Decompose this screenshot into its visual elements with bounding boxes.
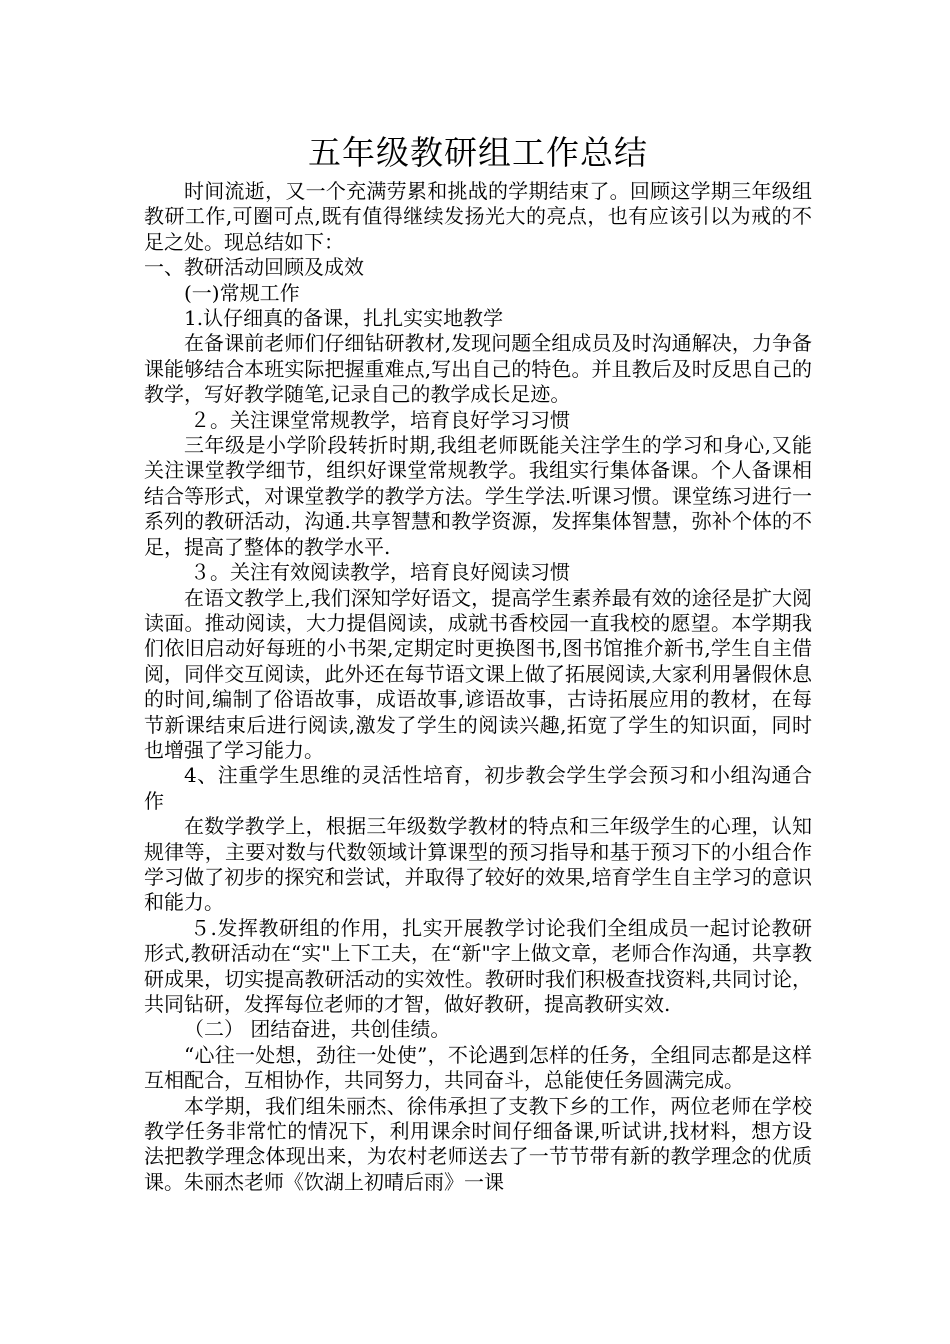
body-paragraph: 在备课前老师们仔细钻研教材,发现问题全组成员及时沟通解决，力争备课能够结合本班实际把握重难点,写出自己的特色。并且教后及时反思自己的教学，写好教学随笔,记录自己的教学成长足迹。 bbox=[144, 331, 812, 407]
item-paragraph-5: ５.发挥教研组的作用，扎实开展教学讨论我们全组成员一起讨论教研形式,教研活动在“实"上下工夫，在“新"字上做文章，老师合作沟通，共享教研成果，切实提高教研活动的实效性。教研时我们积极查找资料,共同讨论，共同钻研，发挥每位老师的才智，做好教研，提高教研实效. bbox=[144, 915, 812, 1016]
item-heading-3: ３。关注有效阅读教学，培育良好阅读习惯 bbox=[190, 560, 570, 585]
body-paragraph: 三年级是小学阶段转折时期,我组老师既能关注学生的学习和身心,又能关注课堂教学细节，组织好课堂常规教学。我组实行集体备课。个人备课相结合等形式，对课堂教学的教学方法。学生学法.听课习惯。课堂练习进行一系列的教研活动，沟通.共享智慧和教学资源，发挥集体智慧，弥补个体的不足，提高了整体的教学水平. bbox=[144, 433, 812, 559]
subsection-heading-routine: (一)常规工作 bbox=[184, 280, 300, 305]
body-paragraph: 本学期，我们组朱丽杰、徐伟承担了支教下乡的工作，两位老师在学校教学任务非常忙的情况下，利用课余时间仔细备课,听试讲,找材料，想方设法把教学理念体现出来，为农村老师送去了一节节带有新的教学理念的优质课。朱丽杰老师《饮湖上初晴后雨》一课 bbox=[144, 1093, 812, 1194]
subsection-heading-teamwork: （二） 团结奋进，共创佳绩。 bbox=[184, 1017, 451, 1042]
item-heading-4: 4、注重学生思维的灵活性培育，初步教会学生学会预习和小组沟通合作 bbox=[144, 763, 812, 813]
intro-paragraph: 时间流逝，又一个充满劳累和挑战的学期结束了。回顾这学期三年级组教研工作,可圈可点,既有值得继续发扬光大的亮点，也有应该引以为戒的不足之处。现总结如下： bbox=[144, 179, 812, 254]
document-page bbox=[144, 127, 812, 1195]
section-heading-1: 一、教研活动回顾及成效 bbox=[144, 255, 364, 280]
document-title: 五年级教研组工作总结 bbox=[308, 133, 648, 172]
body-paragraph: 在数学教学上，根据三年级数学教材的特点和三年级学生的心理，认知规律等，主要对数与代数领域计算课型的预习指导和基于预习下的小组合作学习做了初步的探究和尝试，并取得了较好的效果,培育学生自主学习的意识和能力。 bbox=[144, 814, 812, 915]
item-heading-1: 1.认仔细真的备课，扎扎实实地教学 bbox=[184, 306, 504, 331]
body-paragraph: 在语文教学上,我们深知学好语文，提高学生素养最有效的途径是扩大阅读面。推动阅读，大力提倡阅读，成就书香校园一直我校的愿望。本学期我们依旧启动好每班的小书架,定期定时更换图书,图书馆推介新书,学生自主借阅，同伴交互阅读，此外还在每节语文课上做了拓展阅读,大家利用暑假休息的时间,编制了俗语故事，成语故事,谚语故事，古诗拓展应用的教材，在每节新课结束后进行阅读,激发了学生的阅读兴趣,拓宽了学生的知识面，同时也增强了学习能力。 bbox=[144, 585, 812, 762]
body-paragraph: “心往一处想，劲往一处使”，不论遇到怎样的任务，全组同志都是这样互相配合，互相协作，共同努力，共同奋斗，总能使任务圆满完成。 bbox=[144, 1042, 812, 1093]
item-heading-2: ２。关注课堂常规教学，培育良好学习习惯 bbox=[190, 407, 570, 432]
